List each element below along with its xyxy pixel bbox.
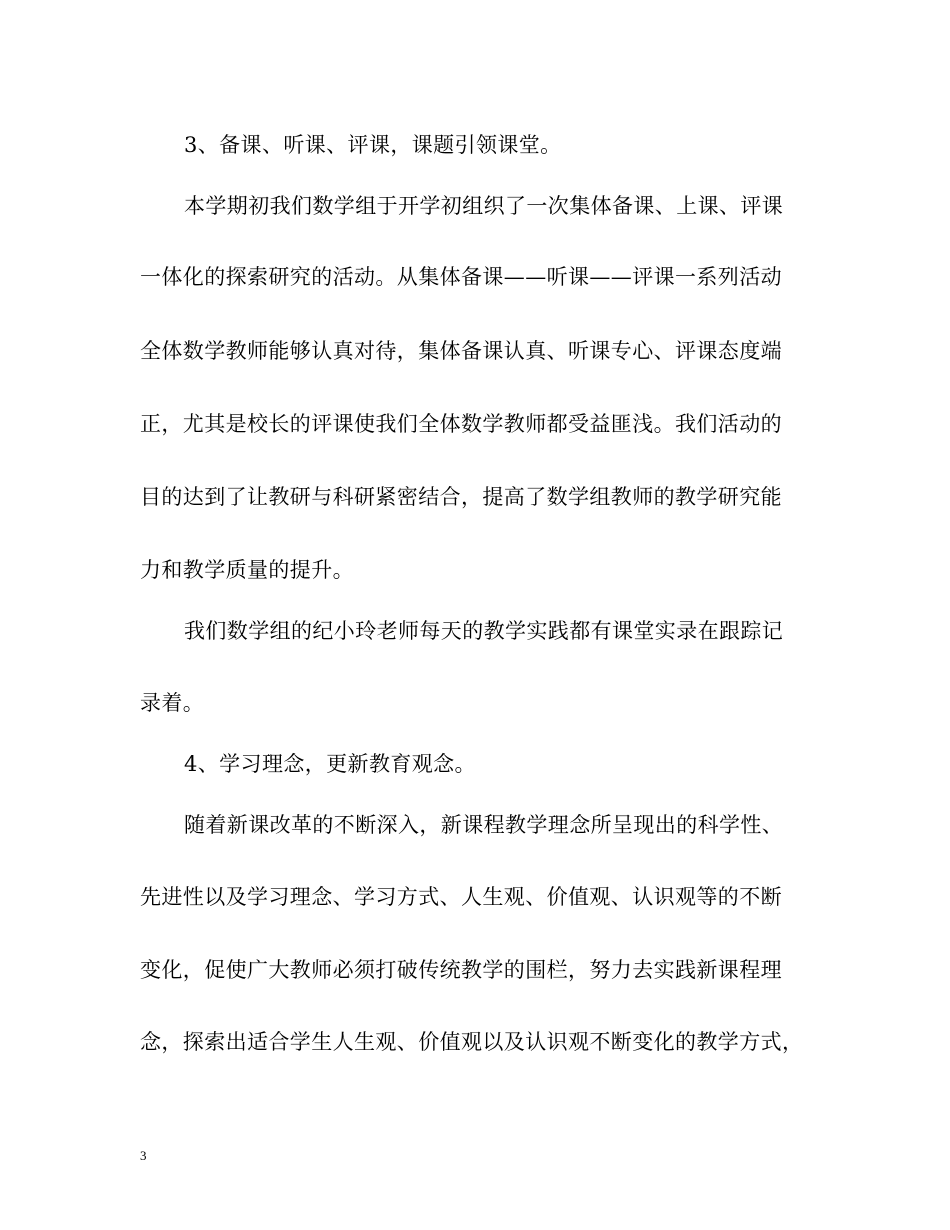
paragraph-line: 一体化的探索研究的活动。从集体备课——听课——评课一系列活动 bbox=[140, 265, 782, 289]
paragraph-line: 目的达到了让教研与科研紧密结合，提高了数学组教师的教学研究能 bbox=[140, 485, 782, 509]
paragraph-line: 录着。 bbox=[140, 691, 205, 715]
paragraph-line: 我们数学组的纪小玲老师每天的教学实践都有课堂实录在跟踪记 bbox=[184, 619, 784, 643]
paragraph-line: 全体数学教师能够认真对待，集体备课认真、听课专心、评课态度端 bbox=[140, 339, 782, 363]
section-heading-4: 4、学习理念，更新教育观念。 bbox=[184, 752, 476, 776]
paragraph-line: 力和教学质量的提升。 bbox=[140, 558, 354, 582]
paragraph-line: 先进性以及学习理念、学习方式、人生观、价值观、认识观等的不断 bbox=[140, 885, 782, 909]
paragraph-line: 本学期初我们数学组于开学初组织了一次集体备课、上课、评课 bbox=[184, 194, 784, 218]
section-heading-3: 3、备课、听课、评课，课题引领课堂。 bbox=[184, 133, 562, 157]
paragraph-line: 念，探索出适合学生人生观、价值观以及认识观不断变化的教学方式， bbox=[140, 1030, 804, 1054]
paragraph-line: 随着新课改革的不断深入，新课程教学理念所呈现出的科学性、 bbox=[184, 813, 784, 837]
page-number: 3 bbox=[140, 1148, 147, 1163]
paragraph-line: 变化，促使广大教师必须打破传统教学的围栏，努力去实践新课程理 bbox=[140, 958, 782, 982]
paragraph-line: 正，尤其是校长的评课使我们全体数学教师都受益匪浅。我们活动的 bbox=[140, 412, 782, 436]
